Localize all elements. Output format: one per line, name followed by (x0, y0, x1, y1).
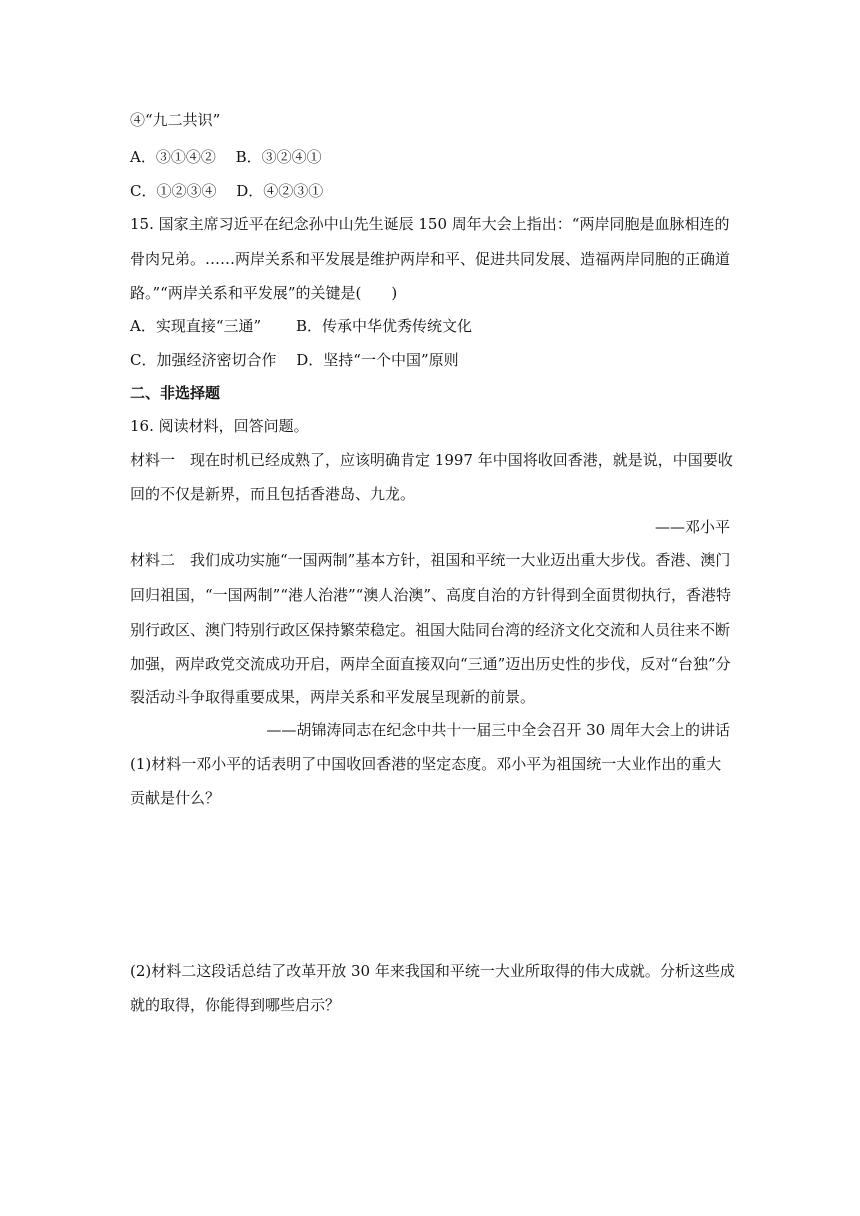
q14-options-cd: C．①②③④ D．④②③① (130, 182, 324, 200)
material-2-line3: 别行政区、澳门特别行政区保持繁荣稳定。祖国大陆同台湾的经济文化交流和人员往来不断 (130, 621, 731, 639)
q15-options-ab: A．实现直接“三通” B．传承中华优秀传统文化 (130, 317, 472, 335)
sub-question-2-line1: (2)材料二这段话总结了改革开放 30 年来我国和平统一大业所取得的伟大成就。分析这些成 (130, 962, 735, 980)
material-1-line1: 材料一 现在时机已经成熟了，应该明确肯定 1997 年中国将收回香港，就是说，中国要收 (130, 451, 733, 469)
material-2-source: ——胡锦涛同志在纪念中共十一届三中全会召开 30 周年大会上的讲话 (266, 721, 730, 739)
material-1-line2: 回的不仅是新界，而且包括香港岛、九龙。 (130, 485, 416, 503)
q15-stem-line1: 15. 国家主席习近平在纪念孙中山先生诞辰 150 周年大会上指出：“两岸同胞是血脉相连的 (130, 215, 730, 233)
material-2-line5: 裂活动斗争取得重要成果，两岸关系和平发展呈现新的前景。 (130, 688, 536, 706)
material-1-source: ——邓小平 (654, 518, 730, 536)
sub-question-1-line1: (1)材料一邓小平的话表明了中国收回香港的坚定态度。邓小平为祖国统一大业作出的重大 (130, 755, 722, 773)
sub-question-1-line2: 贡献是什么？ (130, 789, 221, 807)
material-2-line1: 材料二 我们成功实施“一国两制”基本方针，祖国和平统一大业迈出重大步伐。香港、澳门 (130, 551, 731, 569)
item-4-jiuer-consensus: ④“九二共识” (130, 111, 221, 129)
q14-options-ab: A．③①④② B．③②④① (130, 148, 322, 166)
material-2-line2: 回归祖国，“一国两制”“港人治港”“澳人治澳”、高度自治的方针得到全面贯彻执行，香港特 (130, 586, 732, 604)
sub-question-2-line2: 就的取得，你能得到哪些启示？ (130, 996, 341, 1014)
q15-stem-line3: 路。”“两岸关系和平发展”的关键是( ) (130, 284, 398, 302)
section-title: 二、非选择题 (130, 384, 221, 402)
q15-options-cd: C．加强经济密切合作 D．坚持“一个中国”原则 (130, 351, 459, 369)
q16-stem: 16. 阅读材料，回答问题。 (130, 417, 309, 435)
q15-stem-line2: 骨肉兄弟。……两岸关系和平发展是维护两岸和平、促进共同发展、造福两岸同胞的正确道 (130, 250, 731, 268)
material-2-line4: 加强，两岸政党交流成功开启，两岸全面直接双向“三通”迈出历史性的步伐，反对“台独”分 (130, 655, 731, 673)
